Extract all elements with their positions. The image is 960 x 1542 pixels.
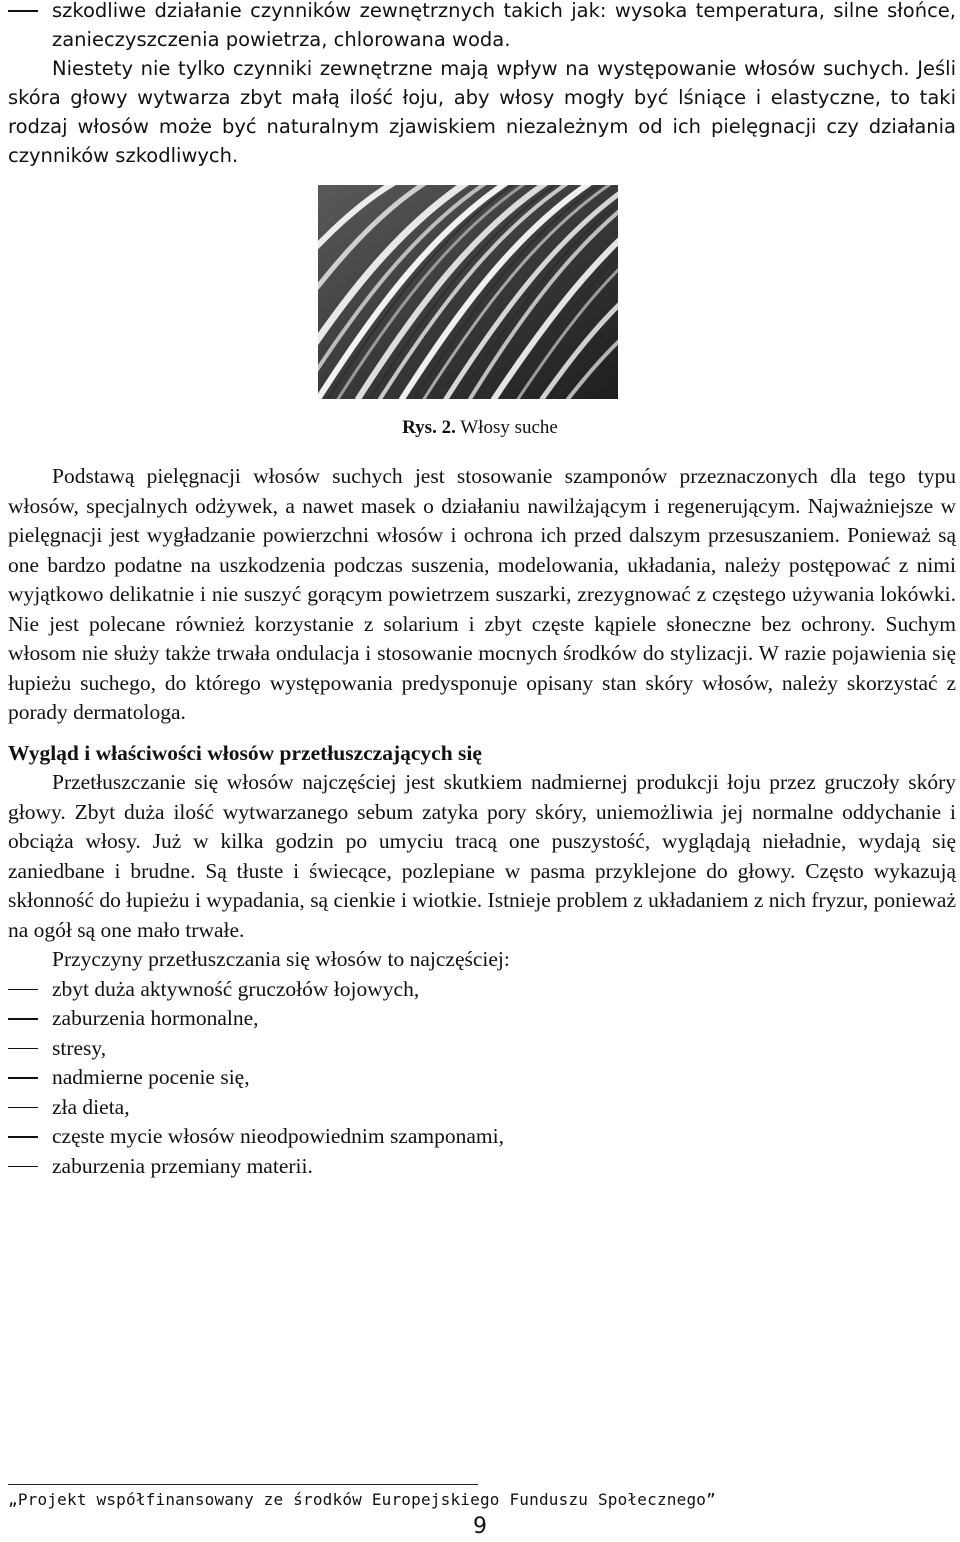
page-number: 9: [473, 1514, 487, 1539]
body-section: [8, 462, 956, 1181]
list-item: stresy,: [8, 1034, 956, 1064]
list-item: zaburzenia hormonalne,: [8, 1004, 956, 1034]
footer-text: „Projekt współfinansowany ze środków Europejskiego Funduszu Społecznego”: [8, 1490, 716, 1509]
bullet-item: szkodliwe działanie czynników zewnętrznych takich jak: wysoka temperatura, silne słońce, zanieczyszczenia powietrza, chlorowana woda.: [8, 0, 956, 54]
figure-dry-hair-image: [318, 185, 618, 399]
list-item: częste mycie włosów nieodpowiednim szamponami,: [8, 1122, 956, 1152]
section-heading: Wygląd i właściwości włosów przetłuszczających się: [8, 740, 482, 765]
paragraph-dry-hair-care: Podstawą pielęgnacji włosów suchych jest stosowanie szamponów przeznaczonych dla tego typu włosów, specjalnych odżywek, a nawet masek o działaniu nawilżającym i regenerującym. Najważniejsze w pielęgnacji jest wygładzanie powierzchni włosów i ochrona ich przed dalszym przesuszaniem. Ponieważ są one bardzo podatne na uszkodzenia podczas suszenia, modelowania, układania, należy postępować z nimi wyjątkowo delikatnie i nie suszyć gorącym powietrzem suszarki, zrezygnować z częstego używania lokówki. Nie jest polecane również korzystanie z solarium i zbyt częste kąpiele słoneczne bez ochrony. Suchym włosom nie służy także trwała ondulacja i stosowanie mocnych środków do stylizacji. W razie pojawienia się łupieżu suchego, do którego występowania predysponuje opisany stan skóry włosów, należy skorzystać z porady dermatologa.: [8, 464, 956, 724]
paragraph-oily-hair: Przetłuszczanie się włosów najczęściej jest skutkiem nadmiernej produkcji łoju przez gruczoły skóry głowy. Zbyt duża ilość wytwarzanego sebum zatyka pory skóry, uniemożliwia jej normalne oddychanie i obciąża włosy. Już w kilka godzin po umyciu tracą one puszystość, wyglądają nieładnie, wydają się zaniedbane i brudne. Są tłuste i świecące, pozlepiane w pasma przyklejone do głowy. Często wykazują skłonność do łupieżu i wypadania, są cienkie i wiotkie. Istnieje problem z układaniem z nich fryzur, ponieważ na ogół są one mało trwałe.: [8, 770, 956, 942]
list-item: zła dieta,: [8, 1093, 956, 1123]
figure-caption: [0, 417, 960, 439]
footer-divider: [8, 1484, 478, 1485]
caption-text: Włosy suche: [455, 417, 558, 438]
paragraph-dry-hair-causes: Niestety nie tylko czynniki zewnętrzne mają wpływ na występowanie włosów suchych. Jeśli skóra głowy wytwarza zbyt małą ilość łoju, aby włosy mogły być lśniące i elastyczne, to taki rodzaj włosów może być naturalnym zjawiskiem niezależnym od ich pielęgnacji czy działania czynników szkodliwych.: [8, 57, 956, 167]
caption-label: Rys. 2.: [402, 417, 456, 438]
list-item: nadmierne pocenie się,: [8, 1063, 956, 1093]
causes-list: [8, 975, 956, 1182]
list-item: zbyt duża aktywność gruczołów łojowych,: [8, 975, 956, 1005]
list-item: zaburzenia przemiany materii.: [8, 1152, 956, 1182]
list-intro: Przyczyny przetłuszczania się włosów to najczęściej:: [52, 947, 510, 971]
top-section: [8, 0, 956, 170]
